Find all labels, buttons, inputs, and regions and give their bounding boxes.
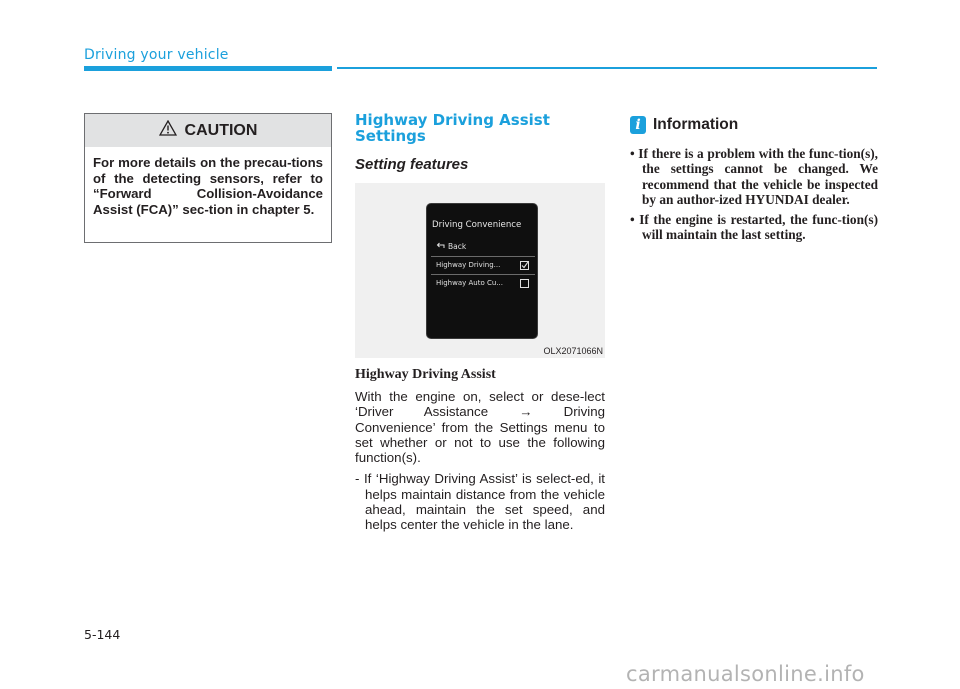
- checkbox-unchecked-icon: [520, 279, 529, 288]
- warning-triangle-icon: [159, 120, 177, 141]
- caution-box: [84, 113, 332, 243]
- caution-title: CAUTION: [184, 121, 258, 139]
- screen-back: [436, 242, 466, 251]
- watermark: carmanualsonline.info: [626, 662, 865, 686]
- list-item: • If there is a problem with the func-tion(s), the settings cannot be changed. We recommend that the vehicle be inspected by an author-ized HYUNDAI dealer.: [630, 146, 878, 207]
- information-title: Information: [653, 116, 739, 133]
- hda-title: Highway Driving Assist Settings: [355, 111, 550, 145]
- setting-features-heading: Setting features: [355, 156, 469, 173]
- hda-subheading: Highway Driving Assist: [355, 367, 496, 382]
- caution-body: For more details on the precau-tions of the detecting sensors, refer to “Forward Collision-Avoidance Assist (FCA)” sec-tion in chapter 5.: [93, 155, 323, 217]
- header-rule-thin: [337, 67, 877, 69]
- information-list: [630, 146, 878, 243]
- header-rule-thick: [84, 66, 332, 71]
- hda-section: [355, 112, 605, 173]
- figure-caption: OLX2071066N: [543, 346, 603, 356]
- cluster-screen: [426, 203, 538, 339]
- information-section: [630, 116, 878, 248]
- information-header: [630, 116, 878, 134]
- back-label: Back: [448, 242, 467, 251]
- section-title: Driving your vehicle: [84, 47, 229, 63]
- checkbox-checked-icon: [520, 261, 529, 270]
- screen-title: Driving Convenience: [432, 220, 522, 230]
- caution-header: [85, 114, 331, 147]
- hda-paragraph: With the engine on, select or dese-lect ‘Driver Assistance → Driving Convenience’ from the Settings menu to set whether or not to use the following function(s).: [355, 389, 605, 466]
- list-item: • If the engine is restarted, the func-tion(s) will maintain the last setting.: [630, 212, 878, 243]
- hda-body: [355, 367, 605, 533]
- back-arrow-icon: [436, 242, 445, 251]
- screen-item-highway-driving: Highway Driving...: [436, 261, 501, 269]
- page-number: 5-144: [84, 627, 121, 642]
- screen-item-highway-auto: Highway Auto Cu...: [436, 279, 503, 287]
- figure: [355, 183, 605, 358]
- screen-divider: [431, 274, 535, 275]
- info-icon: i: [630, 116, 646, 134]
- screen-divider: [431, 256, 535, 257]
- hda-bullet: - If ‘Highway Driving Assist’ is select-ed, it helps maintain distance from the vehicle ahead, maintain the set speed, and helps center the vehicle in the lane.: [355, 471, 605, 533]
